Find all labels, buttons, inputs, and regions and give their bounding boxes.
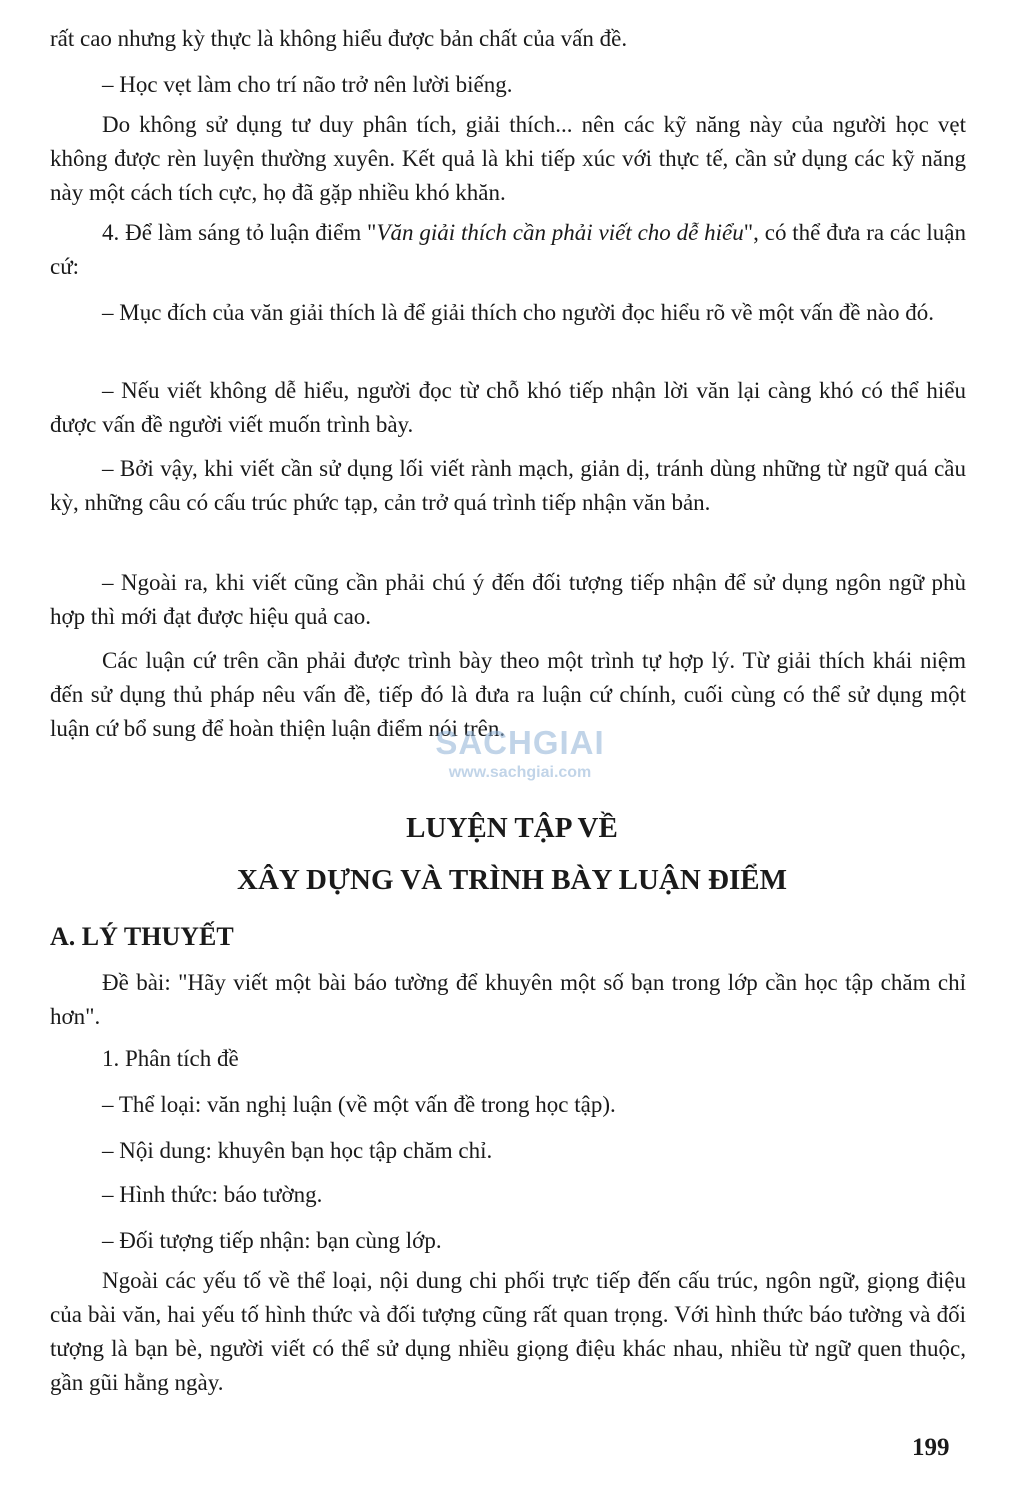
heading-line-1: LUYỆN TẬP VỀ — [406, 812, 618, 844]
point-4-thesis: Văn giải thích cần phải viết cho dễ hiểu — [376, 220, 744, 245]
argument-readability: – Nếu viết không dễ hiểu, người đọc từ chỗ khó tiếp nhận lời văn lại càng khó có thể hiểu được vấn đề người viết muốn trình bày. — [50, 378, 966, 437]
analysis-title: 1. Phân tích đề — [102, 1046, 239, 1071]
watermark-url: www.sachgiai.com — [448, 764, 592, 781]
argument-audience: – Ngoài ra, khi viết cũng cần phải chú ý đến đối tượng tiếp nhận để sử dụng ngôn ngữ phù hợp thì mới đạt được hiệu quả cao. — [50, 570, 966, 629]
paragraph-point-4 — [50, 216, 966, 284]
analysis-item-form: – Hình thức: báo tường. — [102, 1182, 323, 1207]
point-4-prefix: 4. Để làm sáng tỏ luận điểm " — [102, 220, 377, 245]
analysis-item-content: – Nội dung: khuyên bạn học tập chăm chỉ. — [102, 1138, 493, 1163]
analysis-item-genre: – Thể loại: văn nghị luận (về một vấn đề trong học tập). — [102, 1092, 616, 1117]
paragraph-continuation: rất cao nhưng kỳ thực là không hiểu được bản chất của vấn đề. — [50, 26, 628, 51]
paragraph-argument-order: Các luận cứ trên cần phải được trình bày theo một trình tự hợp lý. Từ giải thích khái niệm đến sử dụng thủ pháp nêu vấn đề, tiếp đó là đưa ra luận cứ chính, cuối cùng có thể sử dụng một luận cứ bổ sung để hoàn thiện luận điểm nói trên. — [50, 648, 966, 741]
paragraph-closing: Ngoài các yếu tố về thể loại, nội dung chi phối trực tiếp đến cấu trúc, ngôn ngữ, giọng điệu của bài văn, hai yếu tố hình thức và đối tượng cũng rất quan trọng. Với hình thức báo tường và đối tượng là bạn bè, người viết có thể sử dụng nhiều giọng điệu khác nhau, nhiều từ ngữ quen thuộc, gần gũi hằng ngày. — [50, 1268, 966, 1395]
heading-line-2: XÂY DỰNG VÀ TRÌNH BÀY LUẬN ĐIỂM — [237, 864, 787, 896]
paragraph-hoc-vet-consequence: Do không sử dụng tư duy phân tích, giải thích... nên các kỹ năng này của người học vẹt không được rèn luyện thường xuyên. Kết quả là khi tiếp xúc với thực tế, cần sử dụng các kỹ năng này một cách tích cực, họ đã gặp nhiều khó khăn. — [50, 112, 966, 205]
argument-style: – Bởi vậy, khi viết cần sử dụng lối viết rành mạch, giản dị, tránh dùng những từ ngữ quá cầu kỳ, những câu có cấu trúc phức tạp, cản trở quá trình tiếp nhận văn bản. — [50, 456, 966, 515]
analysis-item-audience: – Đối tượng tiếp nhận: bạn cùng lớp. — [102, 1228, 442, 1253]
watermark-logo: SACHGIAI — [435, 724, 605, 761]
section-a-title: A. LÝ THUYẾT — [50, 922, 234, 951]
page-number: 199 — [912, 1434, 950, 1461]
assignment-text: Đề bài: "Hãy viết một bài báo tường để khuyên một số bạn trong lớp cần học tập chăm chỉ hơn". — [50, 970, 966, 1029]
point-4-suffix: ", có thể đưa ra các luận cứ: — [50, 220, 966, 279]
argument-purpose: – Mục đích của văn giải thích là để giải thích cho người đọc hiểu rõ về một vấn đề nào đó. — [102, 300, 934, 325]
bullet-hoc-vet: – Học vẹt làm cho trí não trở nên lười biếng. — [102, 72, 513, 97]
watermark — [380, 724, 660, 782]
